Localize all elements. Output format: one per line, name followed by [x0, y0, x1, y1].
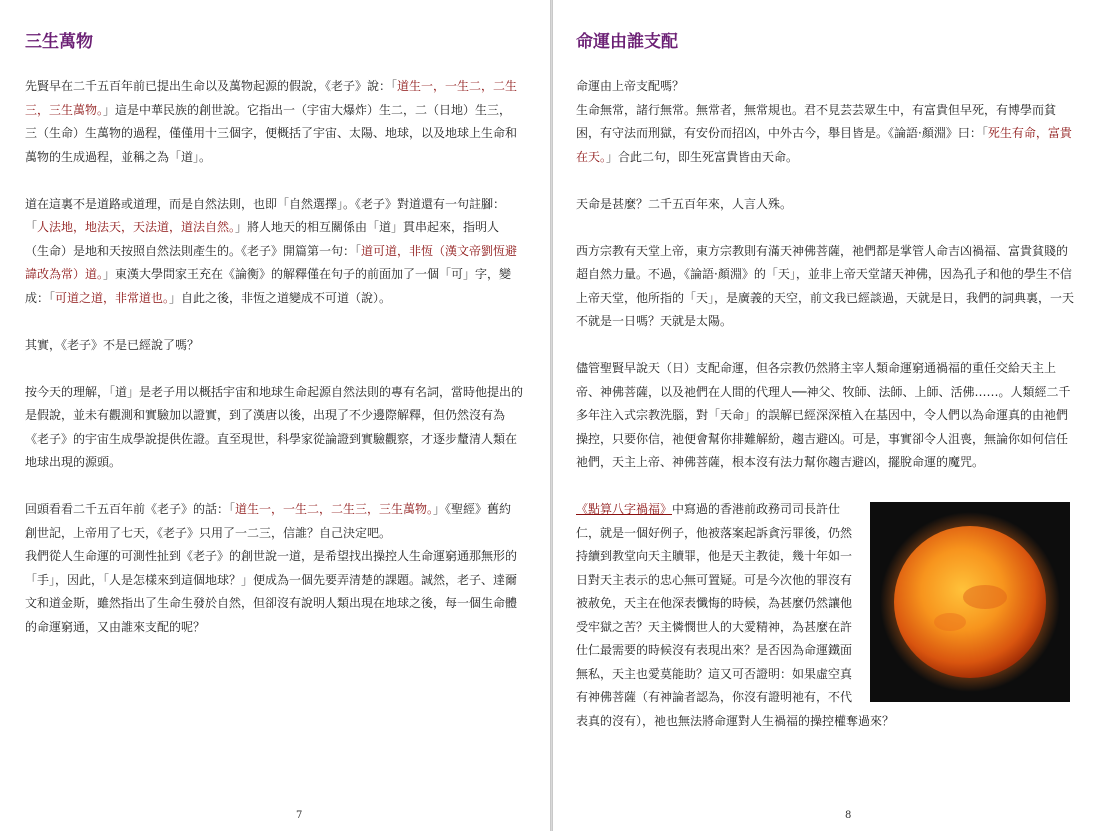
left-page — [0, 0, 551, 831]
text-run: 」自此之後，非恆之道變成不可道（說）。 — [169, 290, 392, 305]
paragraph: 天命是甚麼？二千五百年來，人言人殊。 — [576, 196, 793, 211]
text-run: 生命無常，諸行無常。無常者，無常規也。君不見芸芸眾生中，有富貴但早死，有博學而貧困，有守法而刑獄，有安份而招凶，中外古今，舉目皆是。《論語·顏淵》曰：「 — [576, 102, 1057, 140]
paragraph: 儘管聖賢早說天（日）支配命運，但各宗教仍然將主宰人類命運窮通禍福的重任交給天主上帝、神佛菩薩，以及祂們在人間的代理人──神父、牧師、法師、上師、活佛……。人類經二千多年注入式宗教洗腦，對「天命」的誤解已經深深植入在基因中，令人們以為命運真的由祂們操控，只要你信，祂便會幫你排難解紛，趨吉避凶。可是，事實卻令人沮喪，無論你如何信任祂們，天主上帝、神佛菩薩，根本沒有法力幫你趨吉避凶，擺脫命運的魔咒。 — [576, 361, 1071, 469]
book-link[interactable]: 《點算八字禍福》 — [576, 502, 673, 516]
page-body — [576, 75, 1076, 757]
page-title: 命運由誰支配 — [576, 32, 678, 52]
text-run: 中寫過的香港前政務司司長許仕仁，就是一個好例子，他被落案起訴貪污罪後，仍然持續到教堂向天主贖罪，他是天主教徒，幾十年如一日對天主表示的忠心無可置疑。可是今次他的罪沒有被赦免，天主在他深表懺悔的時候，為甚麼仍然讓他受牢獄之苦？天主憐憫世人的大愛精神，為甚麼在許仕仁最需要的時候沒有表現出來？是否因為命運鐵面無私，天主也愛莫能助？這又可否證明：如果虛空真有神佛菩薩（有神論者認為，你沒有證明祂有，不代表真的沒有），祂也無法將命運對人生禍福的操控權奪過來？ — [576, 502, 895, 728]
paragraph: 西方宗教有天堂上帝，東方宗教則有滿天神佛菩薩，祂們都是掌管人命吉凶禍福、富貴貧賤的超自然力量。不過，《論語·顏淵》的「天」，並非上帝天堂諸天神佛，因為孔子和他的學生不信上帝天堂，他所指的「天」，是廣義的天空，前文我已經談過，天就是日，我們的詞典裏，一天不就是一日嗎？天就是太陽。 — [576, 243, 1075, 328]
quote-highlight: 死生有命，富貴在天。 — [576, 126, 1072, 164]
paragraph: 其實，《老子》不是已經說了嗎？ — [25, 337, 200, 352]
quote-highlight: 道可道，非恆（漢文帝劉恆避諱改為常）道。 — [25, 243, 518, 281]
paragraph — [576, 75, 1076, 99]
quote-highlight: 道生一，一生二，二生三，三生萬物。 — [25, 79, 518, 117]
text-run: 命運由上帝支配嗎？ — [576, 79, 685, 93]
quote-highlight: 道生一，一生二，二生三，三生萬物。 — [235, 502, 434, 516]
paragraph — [25, 75, 523, 169]
quote-highlight: 可道之道，非常道也。 — [55, 290, 170, 305]
paragraph: 我們從人生命運的可測性扯到《老子》的創世說一道，是希望找出操控人生命運窮通那無形的「手」，因此，「人是怎樣來到這個地球？」便成為一個先要弄清楚的課題。誠然，老子、達爾文和道金斯，雖然指出了生命生發於自然，但卻沒有說明人類出現在地球之後，每一個生命體的命運窮通，又由誰來支配的呢？ — [25, 549, 518, 634]
text-run: 」這是中華民族的創世說。它指出一（宇宙大爆炸）生二，二（日地）生三，三（生命）生萬物的過程，僅僅用十三個字，便概括了宇宙、太陽、地球，以及地球上生命和萬物的生成過程，並稱之為「道」。 — [25, 102, 518, 164]
text-run: 回頭看看二千五百年前《老子》的話：「 — [25, 502, 236, 516]
paragraph — [25, 193, 523, 311]
text-run: 」東漢大學問家王充在《論衡》的解釋僅在句子的前面加了一個「可」字，變成：「 — [25, 267, 512, 305]
page-title: 三生萬物 — [25, 32, 93, 52]
page-number: 8 — [845, 810, 852, 821]
text-run: 先賢早在二千五百年前已提出生命以及萬物起源的假說，《老子》說：「 — [25, 79, 398, 93]
right-page — [552, 0, 1104, 831]
paragraph: 按今天的理解，「道」是老子用以概括宇宙和地球生命起源自然法則的專有名詞，當時他提出的是假說，並未有觀測和實驗加以證實，到了漢唐以後，出現了不少邊際解釋，但仍然沒有為《老子》的宇宙生成學說提供佐證。直至現世，科學家從論證到實驗觀察，才逐步釐清人類在地球出現的源頭。 — [25, 384, 524, 469]
text-run: 」將人地天的相互關係由「道」貫串起來，指明人（生命）是地和天按照自然法則產生的。《老子》開篇第一句：「 — [25, 220, 500, 258]
sun-illustration — [870, 502, 1070, 702]
text-run: 」《聖經》舊約創世記，上帝用了七天，《老子》只用了一二三，信誰？自己決定吧。 — [25, 502, 512, 540]
sun-image — [870, 502, 1070, 702]
paragraph — [576, 99, 1076, 170]
page-number: 7 — [296, 810, 303, 821]
text-run: 道在這裏不是道路或道理，而是自然法則，也即「自然選擇」。《老子》對道還有一句註腳：「 — [25, 196, 506, 234]
text-run: 」合此二句，即生死富貴皆由天命。 — [606, 149, 799, 164]
quote-highlight: 人法地，地法天，天法道，道法自然。 — [37, 220, 236, 234]
page-body — [25, 75, 523, 663]
paragraph — [25, 498, 523, 545]
